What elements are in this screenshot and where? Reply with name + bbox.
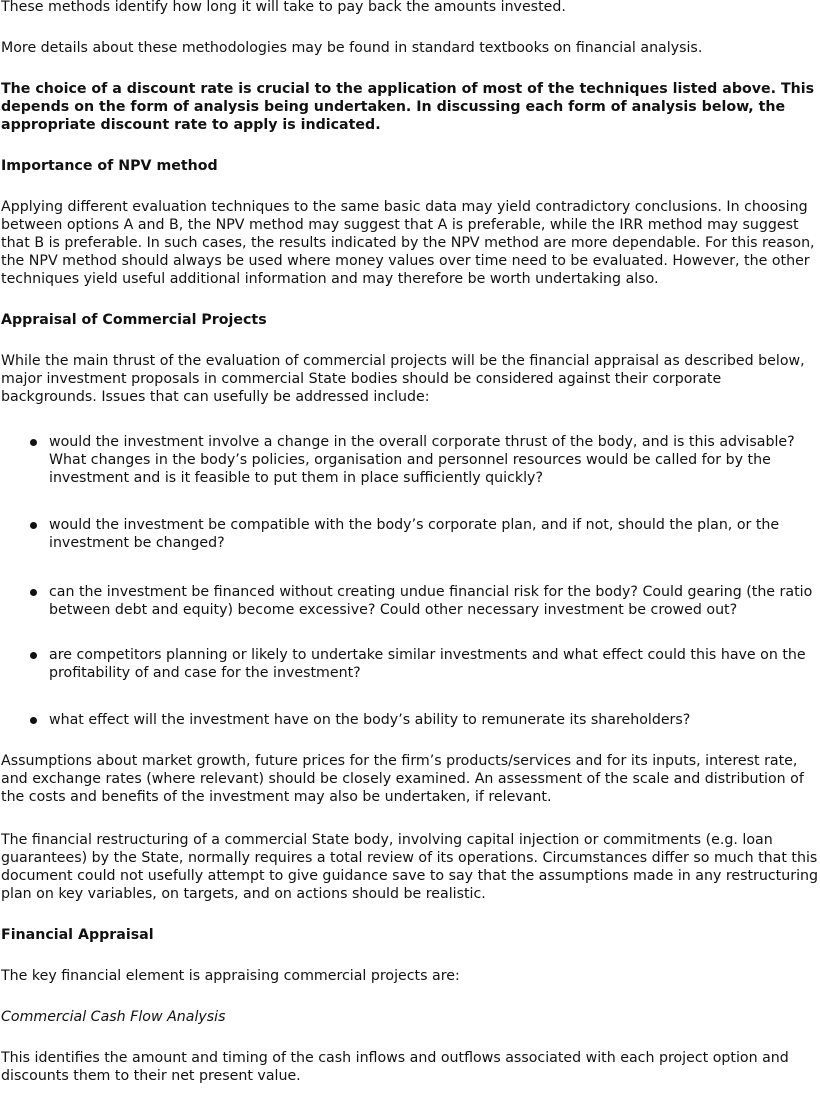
bullet-icon <box>30 522 37 529</box>
financial-section-heading: Financial Appraisal <box>1 927 154 943</box>
assumptions-paragraph: Assumptions about market growth, future prices for the firm’s products/services and for its inputs, interest rate, and exchange rates (where relevant) should be closely examined. An assessment of the scale and distribution of the costs and benefits of the investment may also be undertaken, if relevant. <box>1 753 804 805</box>
issue-list-item <box>1 516 820 552</box>
restructuring-paragraph: The financial restructuring of a commercial State body, involving capital injection or commitments (e.g. loan guarantees) by the State, normally requires a total review of its operations. Circumstances differ so much that this document could not usefully attempt to give guidance save to say that the assumptions made in any restructuring plan on key variables, on targets, and on actions should be realistic. <box>1 832 819 902</box>
textbooks-paragraph: More details about these methodologies may be found in standard textbooks on financial analysis. <box>1 40 703 56</box>
issue-text: are competitors planning or likely to undertake similar investments and what effect could this have on the profitability of and case for the investment? <box>49 647 806 681</box>
issue-list-item <box>1 433 820 487</box>
bullet-icon <box>30 439 37 446</box>
issue-text: what effect will the investment have on the body’s ability to remunerate its shareholders? <box>49 712 691 728</box>
bullet-icon <box>30 717 37 724</box>
issue-text: can the investment be financed without creating undue financial risk for the body? Could gearing (the ratio between debt and equity) become excessive? Could other necessary investment be crowed out? <box>49 584 813 618</box>
issue-text: would the investment involve a change in the overall corporate thrust of the body, and is this advisable? What changes in the body’s policies, organisation and personnel resources would be called for by the investment and is it feasible to put them in place sufficiently quickly? <box>49 434 795 486</box>
bullet-icon <box>30 589 37 596</box>
financial-section-intro: The key financial element is appraising commercial projects are: <box>1 968 460 984</box>
commercial-section-intro: While the main thrust of the evaluation of commercial projects will be the financial appraisal as described below, major investment proposals in commercial State bodies should be considered against their corporate backgrounds. Issues that can usefully be addressed include: <box>1 353 805 405</box>
npv-section-heading: Importance of NPV method <box>1 158 218 174</box>
cash-flow-subheading: Commercial Cash Flow Analysis <box>1 1009 226 1025</box>
discount-rate-note: The choice of a discount rate is crucial to the application of most of the techniques listed above. This depends on the form of analysis being undertaken. In discussing each form of analysis below, the appropriate discount rate to apply is indicated. <box>1 81 815 133</box>
payback-methods-paragraph: These methods identify how long it will take to pay back the amounts invested. <box>1 0 566 15</box>
document-page <box>1 0 820 1108</box>
npv-section-body: Applying different evaluation techniques to the same basic data may yield contradictory conclusions. In choosing between options A and B, the NPV method may suggest that A is preferable, while the IRR method may suggest that B is preferable. In such cases, the results indicated by the NPV method are more dependable. For this reason, the NPV method should always be used where money values over time need to be evaluated. However, the other techniques yield useful additional information and may therefore be worth undertaking also. <box>1 199 815 287</box>
issue-list-item <box>1 646 820 682</box>
cash-flow-body: This identifies the amount and timing of the cash inflows and outflows associated with each project option and discounts them to their net present value. <box>1 1050 789 1084</box>
commercial-section-heading: Appraisal of Commercial Projects <box>1 312 267 328</box>
issue-text: would the investment be compatible with the body’s corporate plan, and if not, should the plan, or the investment be changed? <box>49 517 780 551</box>
bullet-icon <box>30 652 37 659</box>
issue-list-item <box>1 711 820 729</box>
issue-list-item <box>1 583 820 619</box>
issues-list <box>1 433 820 729</box>
